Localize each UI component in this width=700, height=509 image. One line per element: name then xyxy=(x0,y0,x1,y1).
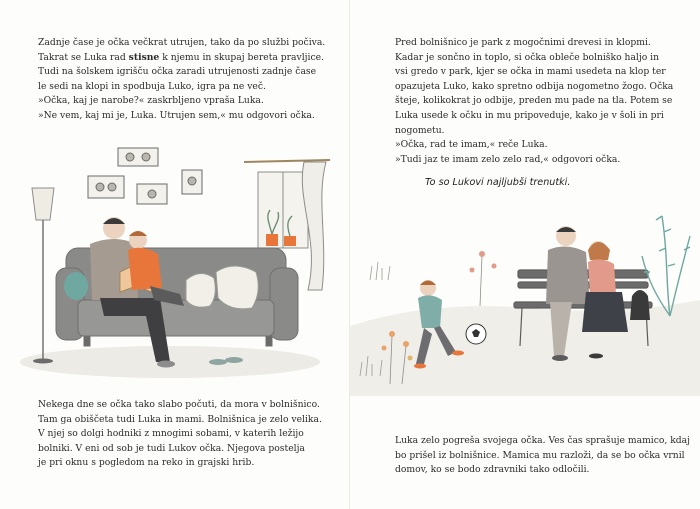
right-top-paragraph xyxy=(395,36,673,167)
left-bottom-paragraph xyxy=(38,398,322,471)
park-illustration xyxy=(350,196,700,396)
teal-plant xyxy=(642,216,690,316)
teal-cushion xyxy=(64,272,88,300)
text-line: V njej so dolgi hodniki z mnogimi sobami, v katerih ležijo xyxy=(38,428,304,440)
text-line: šteje, kolikokrat jo odbije, preden mu pade na tla. Potem se xyxy=(395,95,673,107)
football xyxy=(466,324,486,344)
text-line: opazujeta Luko, kako spretno odbija nogometno žogo. Očka xyxy=(395,80,674,92)
handwritten-caption: To so Lukovi najljubši trenutki. xyxy=(425,177,571,188)
text-line: Nekega dne se očka tako slabo počuti, da mora v bolnišnico. xyxy=(38,399,320,410)
text-line: Takrat se Luka rad stisne k njemu in skupaj bereta pravljice. xyxy=(38,51,324,63)
right-bottom-paragraph xyxy=(395,434,690,478)
emphasized-word: stisne xyxy=(128,51,160,63)
text-line: Luka usede k očku in mu pripoveduje, kako je v šoli in pri xyxy=(395,109,664,121)
left-top-paragraph xyxy=(38,36,325,124)
text-line: vsi gredo v park, kjer se očka in mami usedeta na klop ter xyxy=(395,66,666,78)
text-line: nogometu. xyxy=(395,124,445,136)
handbag xyxy=(630,290,650,320)
text-line: »Tudi jaz te imam zelo zelo rad,« odgovori očka. xyxy=(395,153,621,165)
text-line: »Očka, kaj je narobe?« zaskrbljeno vpraša Luka. xyxy=(38,95,264,107)
text-line: »Ne vem, kaj mi je, Luka. Utrujen sem,« mu odgovori očka. xyxy=(38,109,315,121)
text-line: Tam ga obiščeta tudi Luka in mami. Bolnišnica je zelo velika. xyxy=(38,413,322,425)
text-line: le sedi na klopi in spodbuja Luko, igra pa ne več. xyxy=(38,80,266,92)
text-line: bo prišel iz bolnišnice. Mamica mu razloži, da se bo očka vrnil xyxy=(395,449,685,461)
text-line: »Očka, rad te imam,« reče Luka. xyxy=(395,139,548,151)
text-line: Tudi na šolskem igrišču očka zaradi utrujenosti zadnje čase xyxy=(38,66,317,78)
text-line: je pri oknu s pogledom na reko in grajski hrib. xyxy=(38,457,255,469)
floor-lamp xyxy=(32,188,54,364)
right-page xyxy=(350,0,700,509)
text-line: Luka zelo pogreša svojega očka. Ves čas sprašuje mamico, kdaj xyxy=(395,435,691,446)
living-room-illustration xyxy=(20,140,350,390)
text-line: bolniki. V eni od sob je tudi Lukov očka. Njegova postelja xyxy=(38,442,305,454)
text-line: domov, ko se bodo zdravniki tako odločili. xyxy=(395,464,590,476)
text-line: Kadar je sončno in toplo, si očka obleče bolniško haljo in xyxy=(395,51,660,63)
text-line: Pred bolnišnico je park z mogočnimi drevesi in klopmi. xyxy=(395,37,651,48)
text-line: Zadnje čase je očka večkrat utrujen, tako da po službi počiva. xyxy=(38,37,326,48)
family-photo-frames xyxy=(88,148,202,204)
